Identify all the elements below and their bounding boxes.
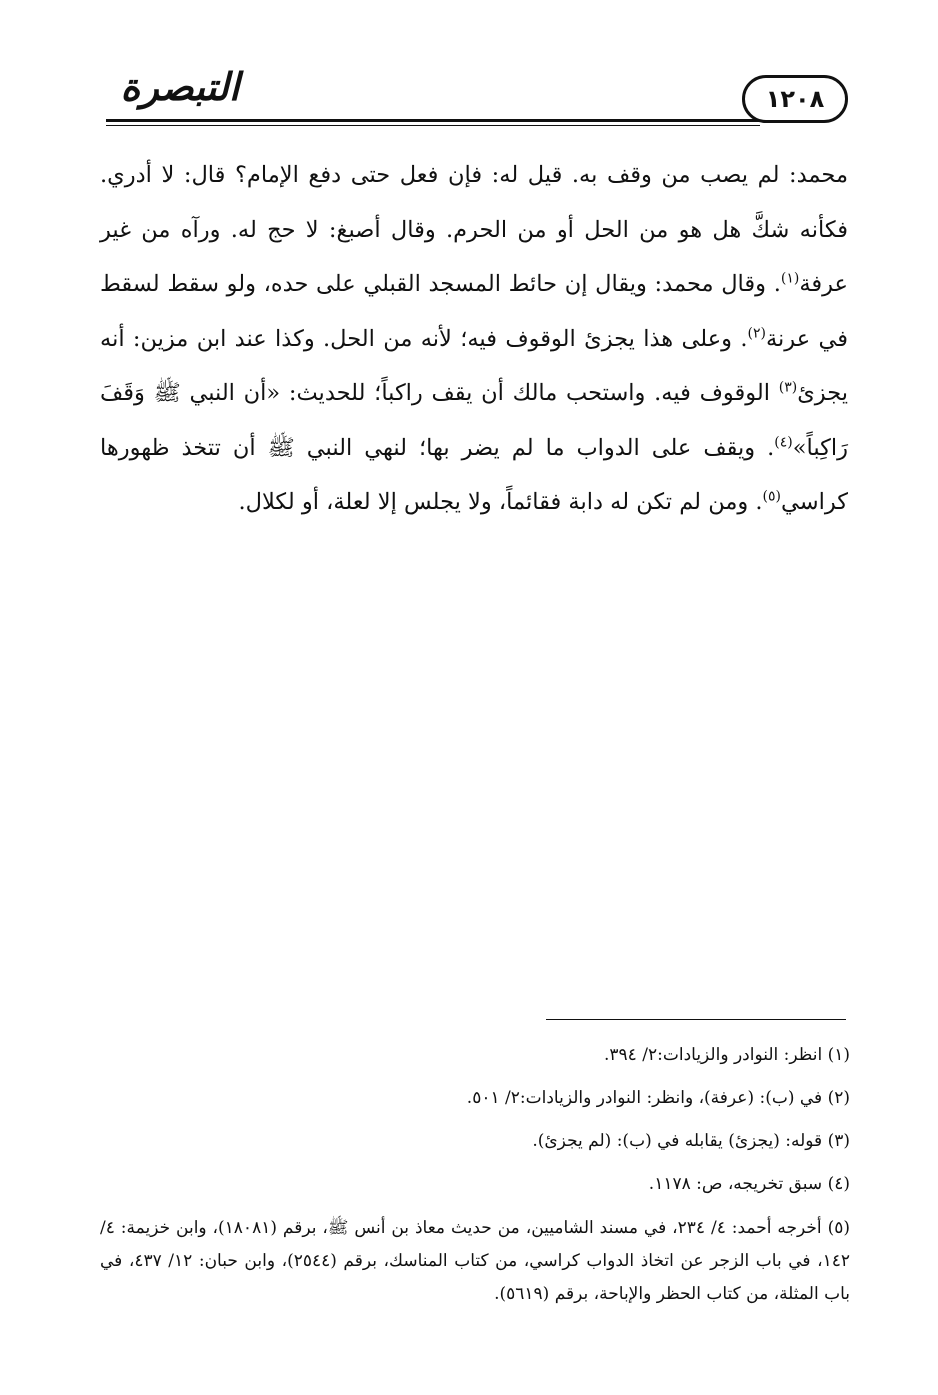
main-text <box>100 148 848 530</box>
book-title: التبصرة <box>120 64 240 109</box>
page-header <box>100 55 860 135</box>
footnote: (٥) أخرجه أحمد: ٤/ ٢٣٤، في مسند الشاميين، من حديث معاذ بن أنس ﷺ، برقم (١٨٠٨١)، وابن خزيمة: ٤/ ١٤٢، في باب الزجر عن اتخاذ الدواب كراسي، من كتاب المناسك، برقم (٢٥٤٤)، وابن حبان: ١٢/ ٤٣٧، في باب المثلة، من كتاب الحظر والإباحة، برقم (٥٦١٩). <box>100 1218 851 1304</box>
page-number: ١٢٠٨ <box>765 85 825 113</box>
footnote-ref[interactable]: (٥) <box>762 488 782 505</box>
footnote-ref[interactable]: (٤) <box>774 434 793 450</box>
footnote: (٣) قوله: (يجزئ) يقابله في (ب): (لم يجزئ). <box>532 1131 850 1151</box>
footnote-ref[interactable]: (١) <box>780 270 800 287</box>
text-segment: . وعلى هذا يجزئ الوقوف فيه؛ لأنه من الحل. وكذا عند ابن مزين: أنه يجزئ <box>100 325 848 406</box>
footnote: (٢) في (ب): (عرفة)، وانظر: النوادر والزيادات:٢/ ٥٠١. <box>466 1088 850 1108</box>
footnote: (٤) سبق تخريجه، ص: ١١٧٨. <box>648 1174 850 1194</box>
text-segment: . ومن لم تكن له دابة فقائماً، ولا يجلس إلا لعلة، أو لكلال. <box>238 489 763 515</box>
main-paragraph <box>100 148 848 530</box>
text-segment: محمد: لم يصب من وقف به. قيل له: فإن فعل حتى دفع الإمام؟ قال: لا أدري. فكأنه شكَّ هل هو من الحل أو من الحرم. وقال أصبغ: لا حج له. ورآه من غير عرفة <box>100 162 848 297</box>
header-rule <box>106 119 760 122</box>
text-segment: . ويقف على الدواب ما لم يضر بها؛ لنهي النبي ﷺ أن تتخذ ظهورها كراسي <box>100 434 848 515</box>
page-number-badge <box>742 75 848 123</box>
footnote-ref[interactable]: (٣) <box>778 379 798 396</box>
footnotes <box>100 1040 850 1324</box>
footnote-separator <box>546 1019 846 1020</box>
header-rule-thin <box>106 125 760 126</box>
footnote-ref[interactable]: (٢) <box>747 325 766 341</box>
footnote: (١) انظر: النوادر والزيادات:٢/ ٣٩٤. <box>604 1045 850 1065</box>
text-segment: الوقوف فيه. واستحب مالك أن يقف راكباً؛ للحديث: «أن النبي ﷺ وَقَفَ رَاكِباً» <box>100 380 848 461</box>
text-segment: . وقال محمد: ويقال إن حائط المسجد القبلي على حده، ولو سقط لسقط في عرنة <box>100 271 848 352</box>
